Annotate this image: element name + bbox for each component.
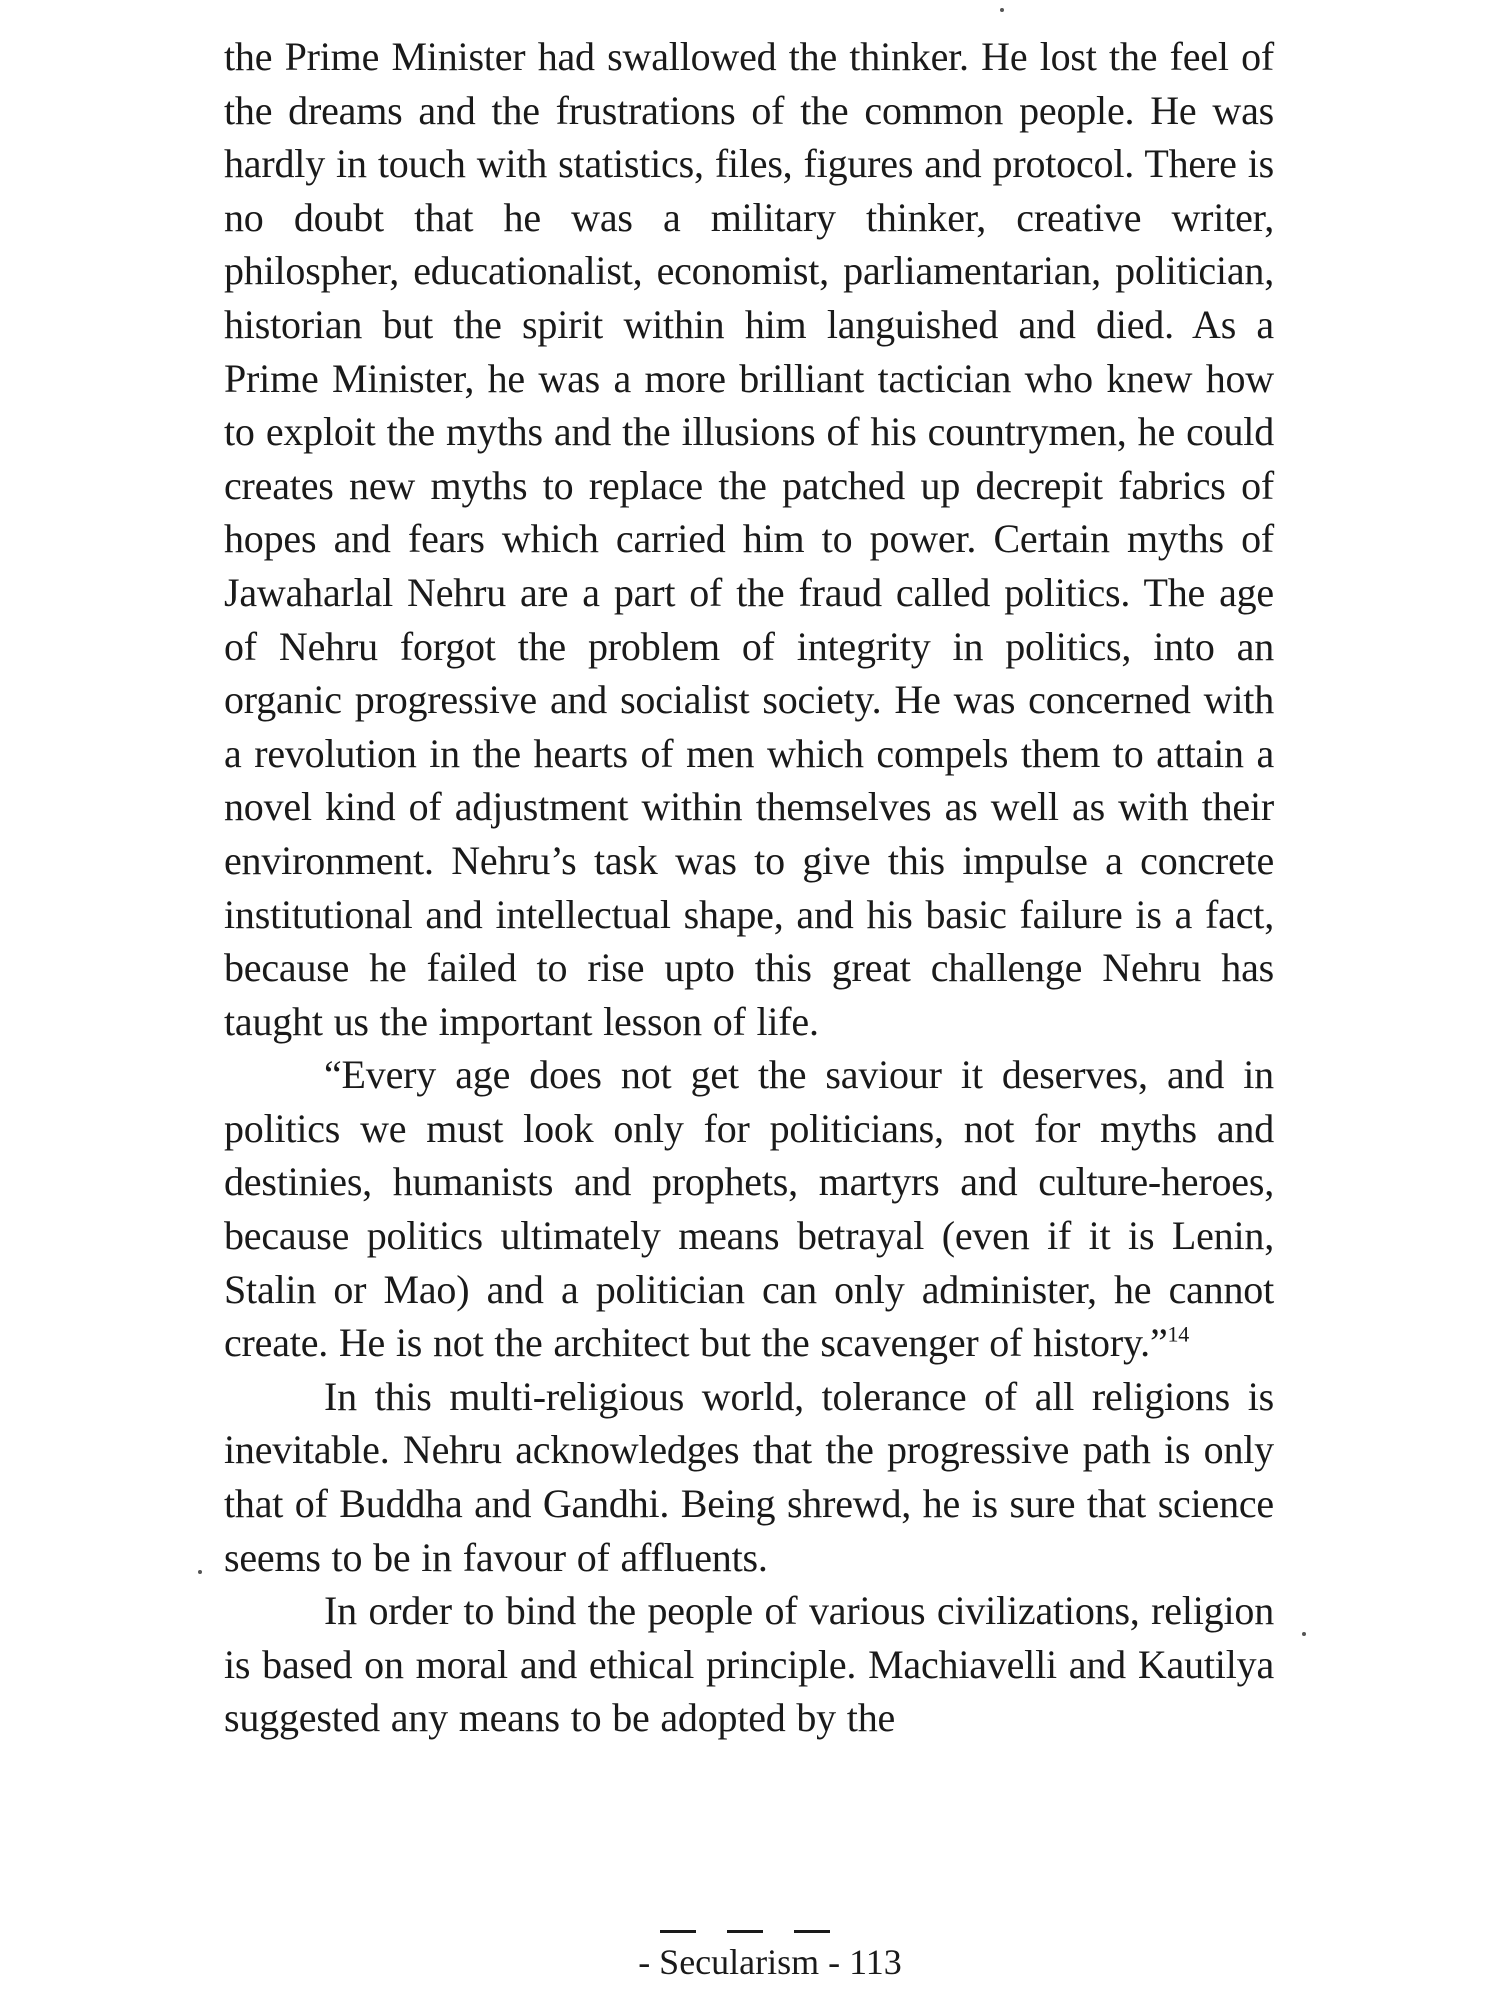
footer-rule (660, 1930, 830, 1936)
page-number: 113 (849, 1942, 902, 1982)
paragraph-4: In order to bind the people of various civilizations, religion is based on moral and ethical principle. Machiavelli and Kautilya suggested any means to be adopted by the (224, 1588, 1274, 1741)
footer-dash (727, 1930, 763, 1933)
scan-speck (198, 1570, 202, 1574)
page-body (224, 30, 1274, 1745)
quotation-paragraph (224, 1048, 1274, 1370)
paragraph-1: the Prime Minister had swallowed the thinker. He lost the feel of the dreams and the frustrations of the common people. He was hardly in touch with statistics, files, figures and protocol. There is no doubt that he was a military thinker, creative writer, philospher, educationalist, economist, parliamentarian, politician, historian but the spirit within him languished and died. As a Prime Minister, he was a more brilliant tactician who knew how to exploit the myths and the illusions of his countrymen, he could creates new myths to replace the patched up decrepit fabrics of hopes and fears which carried him to power. Certain myths of Jawaharlal Nehru are a part of the fraud called politics. The age of Nehru forgot the problem of integrity in politics, into an organic progressive and socialist society. He was concerned with a revolution in the hearts of men which compels them to attain a novel kind of adjustment within themselves as well as with their environment. Nehru’s task was to give this impulse a concrete institutional and intellectual shape, and his basic failure is a fact, because he failed to rise upto this great challenge Nehru has taught us the important lesson of life. (224, 34, 1274, 1044)
quotation-text: “Every age does not get the saviour it deserves, and in politics we must look only for politicians, not for myths and destinies, humanists and prophets, martyrs and culture-heroes, because politics ultimately means betrayal (even if it is Lenin, Stalin or Mao) and a politician can only administer, he cannot create. He is not the architect but the scavenger of history.” (224, 1052, 1274, 1366)
footnote-marker: 14 (1167, 1321, 1190, 1347)
scan-speck (1302, 1632, 1306, 1636)
footer-dash (794, 1930, 830, 1933)
running-title: - Secularism - (638, 1942, 841, 1982)
paragraph-3: In this multi-religious world, tolerance of all religions is inevitable. Nehru acknowledges that the progressive path is only that of Buddha and Gandhi. Being shrewd, he is sure that science seems to be in favour of affluents. (224, 1373, 1274, 1580)
scan-speck (1000, 8, 1004, 12)
page-footer (0, 1942, 1500, 1982)
footer-dash (660, 1930, 696, 1933)
